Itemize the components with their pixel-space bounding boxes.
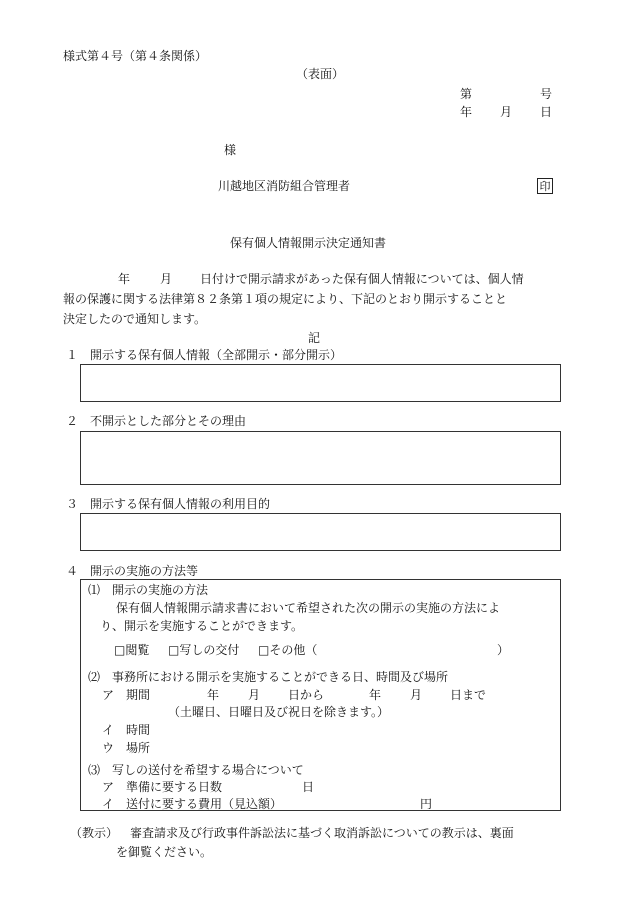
method-para-line2: り、開示を実施することができます。: [100, 619, 304, 633]
prep-days-unit: 日: [302, 780, 315, 794]
option-other-checkbox: □その他（: [258, 643, 318, 657]
method-heading-3: ⑶ 写しの送付を希望する場合について: [88, 763, 304, 777]
section-3-heading: ３ 開示する保有個人情報の利用目的: [66, 497, 271, 511]
section-2-box: [80, 431, 561, 485]
notice-line1: 審査請求及び行政事件訴訟法に基づく取消訴訟についての教示は、裏面: [130, 826, 514, 840]
intro-month-label: 月: [160, 272, 173, 286]
section-3-box: [80, 513, 561, 551]
period-year1: 年: [207, 688, 220, 702]
method-para-line1: 保有個人情報開示請求書において希望された次の開示の実施の方法によ: [116, 601, 501, 615]
period-label: ア 期間: [102, 688, 151, 702]
period-month2: 月: [410, 688, 423, 702]
prep-days-label: ア 準備に要する日数: [102, 780, 223, 794]
doc-no-suffix: 号: [540, 87, 553, 101]
period-month1: 月: [248, 688, 261, 702]
intro-line2: 報の保護に関する法律第８２条第１項の規定により、下記のとおり開示することと: [63, 292, 508, 306]
method-heading-1: ⑴ 開示の実施の方法: [88, 583, 209, 597]
send-cost-label: イ 送付に要する費用（見込額）: [102, 797, 283, 811]
section-1-heading: １ 開示する保有個人情報（全部開示・部分開示）: [66, 348, 343, 362]
date-month-label: 月: [500, 105, 513, 119]
ki-marker: 記: [308, 331, 321, 345]
section-2-heading: ２ 不開示とした部分とその理由: [66, 414, 247, 428]
period-exclusion: （土曜日、日曜日及び祝日を除きます。）: [168, 705, 390, 719]
intro-line1: 日付けで開示請求があった保有個人情報については、個人情: [200, 272, 524, 286]
document-title: 保有個人情報開示決定通知書: [230, 236, 387, 250]
method-heading-2: ⑵ 事務所における開示を実施することができる日、時間及び場所: [88, 670, 449, 684]
send-cost-unit: 円: [420, 797, 433, 811]
side-label: （表面）: [296, 67, 345, 81]
time-label: イ 時間: [102, 723, 151, 737]
notice-line2: を御覧ください。: [116, 845, 213, 859]
option-other-close: ）: [497, 643, 510, 657]
date-day-label: 日: [540, 105, 553, 119]
period-until: 日まで: [450, 688, 487, 702]
section-1-box: [80, 364, 561, 402]
seal-stamp: 印: [537, 178, 553, 194]
doc-no-prefix: 第: [460, 87, 473, 101]
option-copy-checkbox: □写しの交付: [168, 643, 240, 657]
notice-label: （教示）: [70, 826, 119, 840]
period-from: 日から: [288, 688, 325, 702]
place-label: ウ 場所: [102, 741, 151, 755]
period-year2: 年: [369, 688, 382, 702]
date-year-label: 年: [460, 105, 473, 119]
option-view-checkbox: □閲覧: [114, 643, 150, 657]
intro-line3: 決定したので通知します。: [63, 312, 207, 326]
addressee-honorific: 様: [224, 143, 237, 157]
issuer-name: 川越地区消防組合管理者: [218, 179, 351, 193]
form-number: 様式第４号（第４条関係）: [63, 49, 208, 63]
section-4-heading: ４ 開示の実施の方法等: [66, 564, 199, 578]
intro-year-label: 年: [118, 272, 131, 286]
